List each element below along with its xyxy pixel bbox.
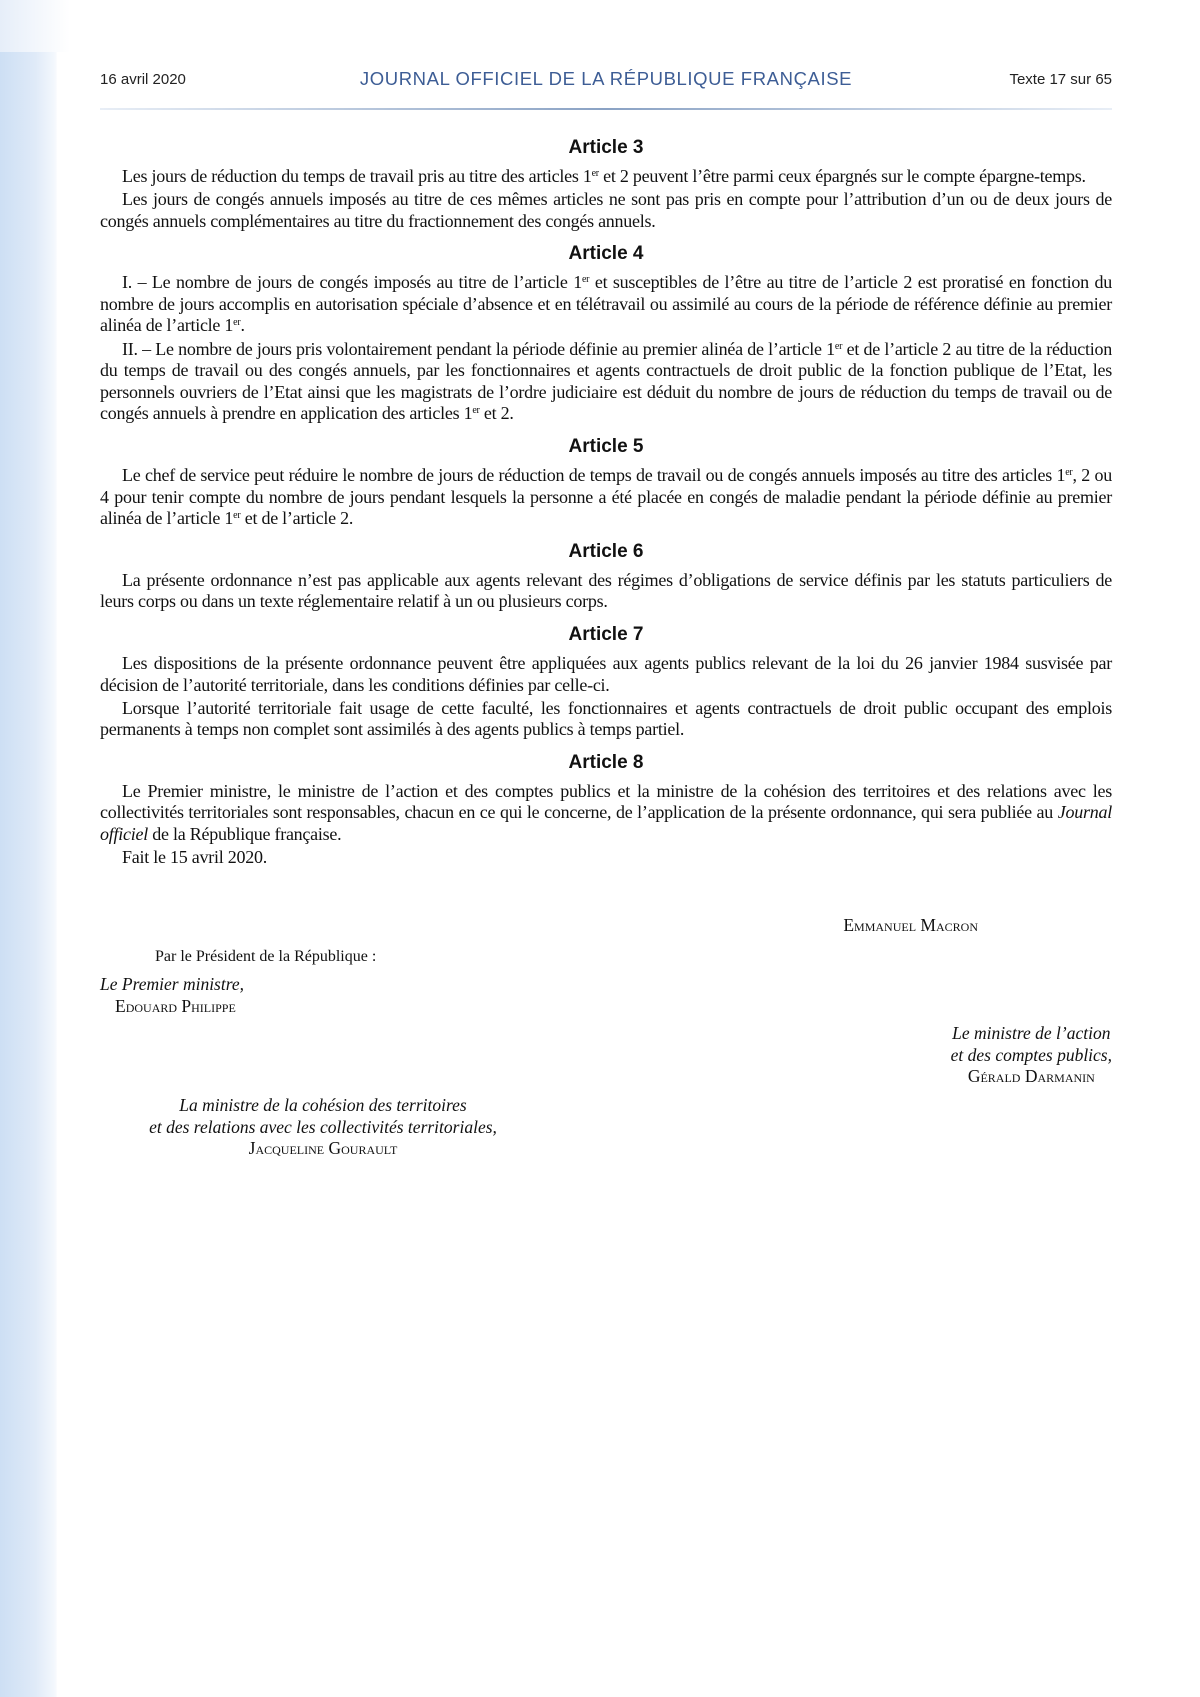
article-paragraph [100, 781, 1112, 846]
by-president-line [155, 946, 376, 968]
document-body [100, 126, 1112, 870]
pm-name: Edouard Philippe [115, 995, 236, 1016]
text-run: La présente ordonnance n’est pas applicable aux agents relevant des régimes d’obligations de service définis par les statuts particuliers de leurs corps ou dans un texte réglementaire relatif à un ou plusieurs corps. [100, 569, 1112, 612]
page-header [100, 66, 1112, 102]
article-heading: Article 6 [568, 540, 644, 562]
text-run: et 2 peuvent l’être parmi ceux épargnés sur le compte épargne-temps. [598, 166, 1086, 186]
signature-prime-minister [100, 974, 244, 1017]
text-run: Le Premier ministre, le ministre de l’action et des comptes publics et la ministre de la cohésion des territoires et des relations avec les collectivités territoriales sont responsables, chacun en ce qui le concerne, de l’application de la présente ordonnance, qui sera publiée au [100, 780, 1112, 823]
text-run: et susceptibles de l’être au titre de l’article 2 est proratisé en fonction du nombre de jours accomplis en autorisation spéciale d’absence et en télétravail ou assimilé au cours de la période de référence définie au premier alinéa de l’article 1 [100, 272, 1112, 336]
article-paragraph [100, 189, 1112, 232]
text-run: et 2. [479, 403, 514, 424]
header-date: 16 avril 2020 [100, 71, 186, 88]
article-paragraph [100, 698, 1112, 741]
article-paragraph [100, 653, 1112, 696]
text-run: Les jours de réduction du temps de travail pris au titre des articles 1 [122, 166, 592, 186]
text-run: et de l’article 2 au titre de la réduction du temps de travail ou des congés annuels, par les fonctionnaires et agents contractuels de droit public de la fonction publique de l’Etat, les personnels ouvriers de l’Etat ainsi que les magistrats de l’ordre judiciaire est déduit du nombre de jours de réduction du temps de travail ou de congés annuels à prendre en application des articles 1 [100, 338, 1112, 424]
signature-cohesion-minister [100, 1095, 546, 1160]
superscript: er [1065, 466, 1073, 478]
superscript: er [233, 510, 241, 522]
article-paragraph [100, 570, 1112, 613]
superscript: er [472, 405, 480, 417]
superscript: er [591, 168, 599, 179]
signature-president [843, 915, 978, 937]
header-divider [100, 108, 1112, 110]
article-paragraph [100, 166, 1112, 188]
action-name: Gérald Darmanin [967, 1066, 1095, 1086]
pm-title: Le Premier ministre, [100, 974, 245, 994]
text-run: Lorsque l’autorité territoriale fait usage de cette faculté, les fonctionnaires et agents contractuels de droit public occupant des emplois permanents à temps non complet sont assimilés à des agents publics à temps partiel. [100, 697, 1112, 740]
text-run: de la République française. [147, 823, 342, 844]
text-run: Journal officiel [100, 802, 1112, 844]
text-run: II. – Le nombre de jours pris volontairement pendant la période définie au premier alinéa de l’article 1 [122, 338, 835, 359]
text-run: Les jours de congés annuels imposés au titre de ces mêmes articles ne sont pas pris en compte pour l’attribution d’un ou de deux jours de congés annuels complémentaires au titre du fractionnement des congés annuels. [100, 189, 1112, 231]
article-paragraph [100, 339, 1112, 425]
superscript: er [233, 317, 241, 329]
action-title-1: Le ministre de l’action [952, 1023, 1111, 1043]
text-run: Les dispositions de la présente ordonnance peuvent être appliquées aux agents publics relevant de la loi du 26 janvier 1984 susvisée par décision de l’autorité territoriale, dans les conditions définies par celle-ci. [100, 652, 1112, 695]
text-number: Texte 17 sur 65 [1009, 71, 1112, 88]
article-heading: Article 8 [568, 751, 644, 773]
article-heading: Article 3 [568, 137, 644, 158]
action-title-2: et des comptes publics, [950, 1044, 1112, 1065]
text-run: Fait le 15 avril 2020. [122, 847, 267, 868]
article-heading: Article 4 [568, 243, 644, 265]
cohesion-name: Jacqueline Gourault [248, 1138, 398, 1158]
by-president-text: Par le Président de la République : [155, 948, 377, 965]
president-name: Emmanuel Macron [843, 915, 978, 935]
article-heading: Article 7 [568, 623, 644, 645]
viewer-background [0, 0, 1200, 52]
article-paragraph [100, 465, 1112, 530]
article-paragraph [100, 847, 1112, 869]
superscript: er [834, 340, 843, 352]
text-run: I. – Le nombre de jours de congés imposés au titre de l’article 1 [122, 272, 582, 293]
superscript: er [581, 274, 590, 286]
text-run: , 2 ou 4 pour tenir compte du nombre de jours pendant lesquels la personne a été placée en congés de maladie pendant la période définie au premier alinéa de l’article 1 [100, 464, 1113, 529]
article-heading: Article 5 [568, 435, 644, 457]
text-run: et de l’article 2. [240, 508, 354, 529]
article-paragraph [100, 272, 1112, 337]
journal-title: JOURNAL OFFICIEL DE LA RÉPUBLIQUE FRANÇAISE [359, 68, 853, 89]
cohesion-title-1: La ministre de la cohésion des territoires [179, 1095, 467, 1115]
signature-action-minister [951, 1023, 1112, 1088]
text-run: Le chef de service peut réduire le nombre de jours de réduction de temps de travail ou de congés annuels imposés au titre des articles 1 [122, 464, 1066, 485]
text-run: . [240, 315, 245, 336]
cohesion-title-2: et des relations avec les collectivités territoriales, [149, 1116, 497, 1137]
